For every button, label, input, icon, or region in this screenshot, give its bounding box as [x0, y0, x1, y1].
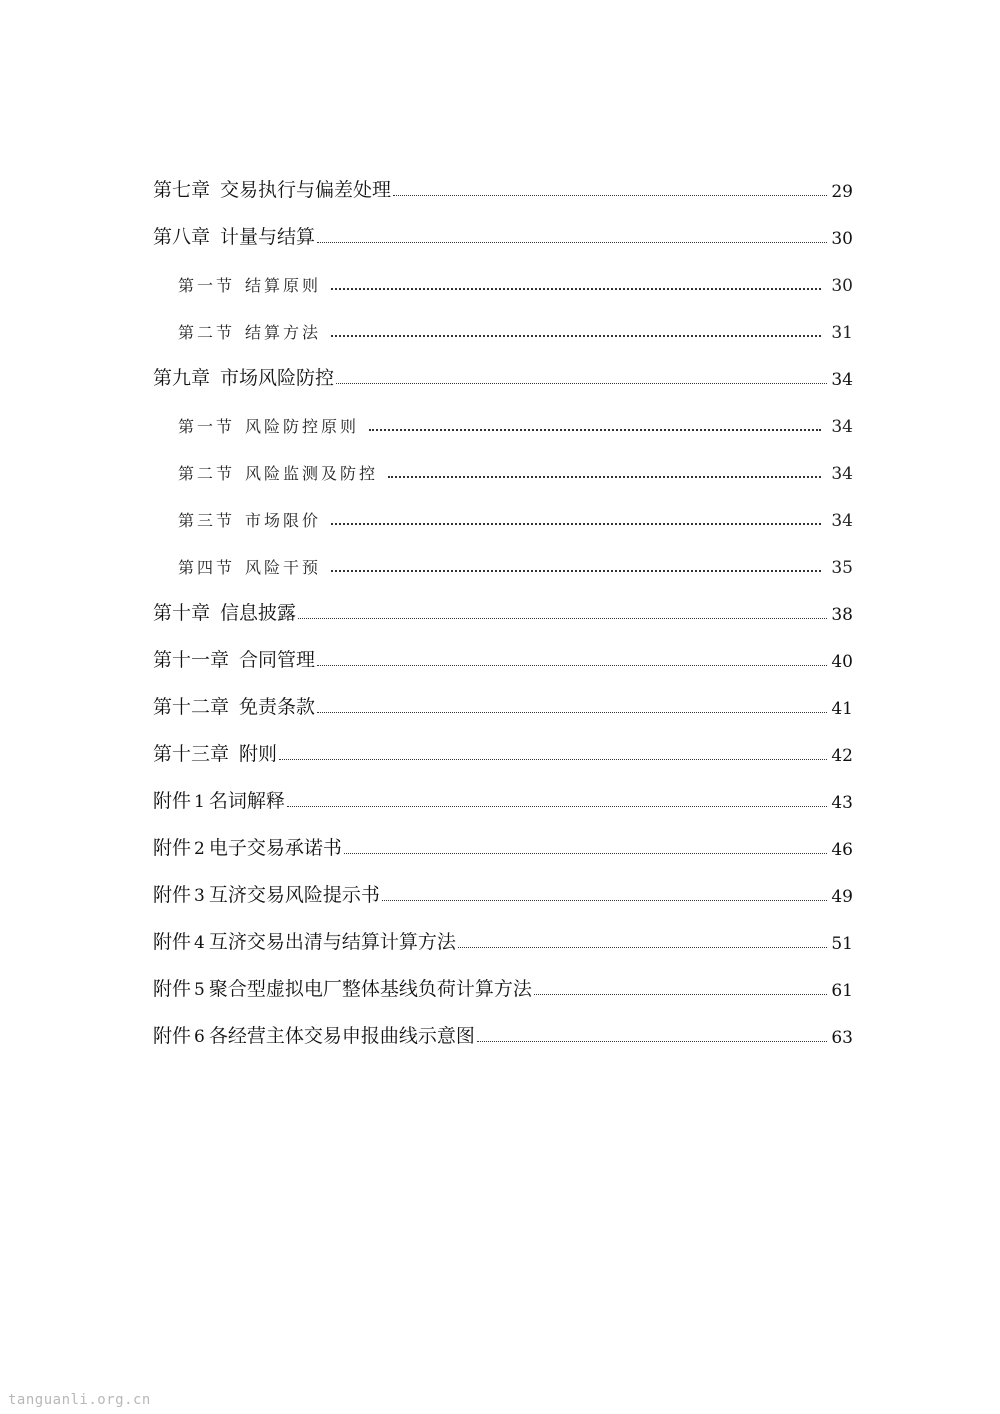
- dot-leader: [317, 712, 827, 713]
- toc-entry-number: 第四节: [178, 558, 236, 577]
- dot-leader: [477, 1041, 827, 1042]
- dot-leader: [336, 383, 827, 384]
- toc-entry-number: 第十二章: [153, 696, 230, 718]
- toc-entry-number: 附件 3: [153, 884, 205, 906]
- toc-page-number: 46: [831, 840, 853, 860]
- toc-entry-number: 附件 1: [153, 790, 205, 812]
- dot-leader: [298, 618, 827, 619]
- toc-appendix-2[interactable]: [153, 813, 853, 860]
- dot-leader: [382, 900, 827, 901]
- dot-leader: [458, 947, 827, 948]
- toc-entry-title: 市场限价: [245, 511, 322, 530]
- toc-page-number: 42: [831, 746, 853, 766]
- toc-entry-title: 计量与结算: [220, 226, 316, 248]
- toc-appendix-3[interactable]: [153, 860, 853, 907]
- toc-entry-title: 市场风险防控: [220, 367, 335, 389]
- toc-page-number: 34: [831, 370, 853, 390]
- toc-chapter-8[interactable]: [153, 202, 853, 249]
- toc-chapter-7[interactable]: [153, 155, 853, 202]
- toc-appendix-4[interactable]: [153, 907, 853, 954]
- toc-entry-number: 第九章: [153, 367, 211, 389]
- toc-entry-title: 电子交易承诺书: [208, 837, 342, 859]
- toc-entry-title: 免责条款: [239, 696, 316, 718]
- toc-entry-number: 附件 2: [153, 837, 205, 859]
- toc-page-number: 40: [831, 652, 853, 672]
- dot-leader: [344, 853, 827, 854]
- toc-appendix-5[interactable]: [153, 954, 853, 1001]
- toc-entry-number: 附件 6: [153, 1025, 205, 1047]
- toc-entry-number: 第一节: [178, 276, 236, 295]
- toc-section-9-3[interactable]: [153, 484, 853, 531]
- dot-leader: [331, 523, 821, 525]
- toc-page-number: 34: [831, 464, 853, 484]
- toc-page-number: 63: [831, 1028, 853, 1048]
- toc-entry-title: 附则: [239, 743, 278, 765]
- toc-entry-title: 信息披露: [220, 602, 297, 624]
- toc-entry-number: 第二节: [178, 464, 236, 483]
- toc-entry-number: 第八章: [153, 226, 211, 248]
- dot-leader: [331, 288, 821, 290]
- toc-entry-number: 附件 4: [153, 931, 205, 953]
- toc-chapter-10[interactable]: [153, 578, 853, 625]
- toc-page-number: 30: [831, 276, 853, 296]
- toc-page-number: 30: [831, 229, 853, 249]
- dot-leader: [331, 570, 821, 572]
- toc-page-number: 35: [831, 558, 853, 578]
- dot-leader: [317, 242, 827, 243]
- toc-appendix-1[interactable]: [153, 766, 853, 813]
- toc-section-9-1[interactable]: [153, 390, 853, 437]
- dot-leader: [534, 994, 827, 995]
- toc-entry-title: 风险监测及防控: [245, 464, 379, 483]
- dot-leader: [388, 476, 821, 478]
- toc-chapter-9[interactable]: [153, 343, 853, 390]
- toc-page-number: 29: [831, 182, 853, 202]
- toc-section-8-1[interactable]: [153, 249, 853, 296]
- toc-page-number: 34: [831, 417, 853, 437]
- toc-page-number: 41: [831, 699, 853, 719]
- toc-entry-title: 风险防控原则: [245, 417, 360, 436]
- toc-chapter-12[interactable]: [153, 672, 853, 719]
- toc-entry-title: 合同管理: [239, 649, 316, 671]
- toc-page-number: 31: [831, 323, 853, 343]
- toc-entry-number: 第三节: [178, 511, 236, 530]
- toc-section-9-2[interactable]: [153, 437, 853, 484]
- toc-page-number: 43: [831, 793, 853, 813]
- toc-entry-number: 第十一章: [153, 649, 230, 671]
- watermark-text: tanguanli.org.cn: [8, 1392, 151, 1408]
- toc-entry-number: 第七章: [153, 179, 211, 201]
- table-of-contents: [153, 155, 853, 1048]
- toc-chapter-13[interactable]: [153, 719, 853, 766]
- toc-entry-title: 交易执行与偏差处理: [220, 179, 392, 201]
- toc-appendix-6[interactable]: [153, 1001, 853, 1048]
- toc-entry-title: 名词解释: [208, 790, 285, 812]
- dot-leader: [287, 806, 827, 807]
- toc-entry-title: 聚合型虚拟电厂整体基线负荷计算方法: [208, 978, 532, 1000]
- toc-entry-number: 第二节: [178, 323, 236, 342]
- toc-section-8-2[interactable]: [153, 296, 853, 343]
- toc-entry-number: 第十三章: [153, 743, 230, 765]
- toc-entry-title: 风险干预: [245, 558, 322, 577]
- toc-page-number: 49: [831, 887, 853, 907]
- toc-entry-number: 附件 5: [153, 978, 205, 1000]
- dot-leader: [317, 665, 827, 666]
- toc-entry-number: 第一节: [178, 417, 236, 436]
- toc-page-number: 38: [831, 605, 853, 625]
- toc-page-number: 34: [831, 511, 853, 531]
- dot-leader: [331, 335, 821, 337]
- toc-entry-title: 互济交易风险提示书: [208, 884, 380, 906]
- toc-entry-number: 第十章: [153, 602, 211, 624]
- dot-leader: [393, 195, 827, 196]
- toc-entry-title: 互济交易出清与结算计算方法: [208, 931, 456, 953]
- toc-section-9-4[interactable]: [153, 531, 853, 578]
- toc-entry-title: 结算方法: [245, 323, 322, 342]
- toc-page-number: 61: [831, 981, 853, 1001]
- dot-leader: [369, 429, 821, 431]
- toc-chapter-11[interactable]: [153, 625, 853, 672]
- toc-page-number: 51: [831, 934, 853, 954]
- toc-entry-title: 结算原则: [245, 276, 322, 295]
- toc-entry-title: 各经营主体交易申报曲线示意图: [208, 1025, 475, 1047]
- dot-leader: [279, 759, 827, 760]
